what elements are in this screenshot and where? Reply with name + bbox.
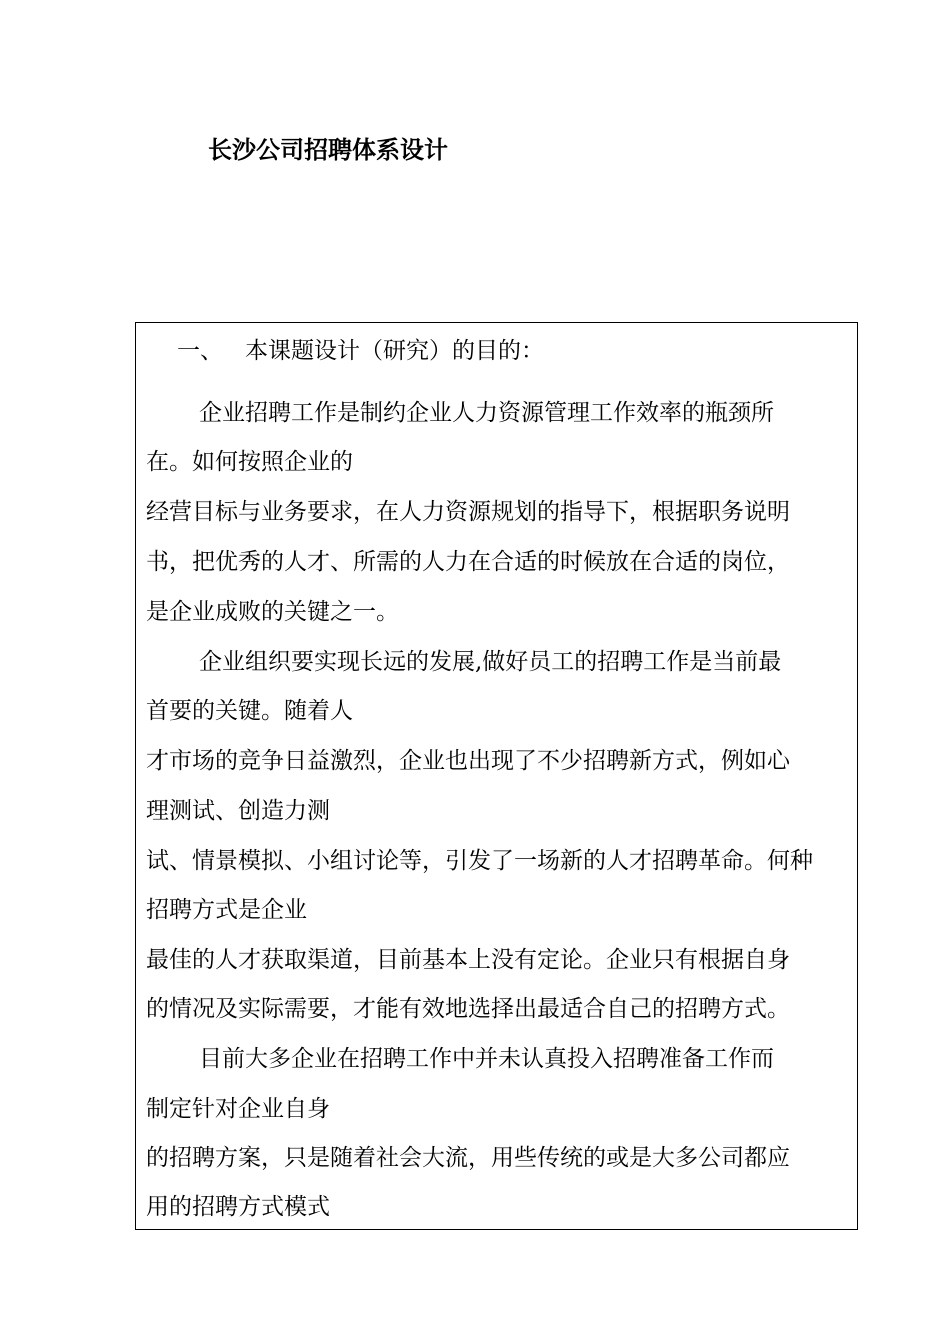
paragraph-2-line-4: 理测试、创造力测 (146, 798, 330, 824)
paragraph-1-line-4: 书，把优秀的人才、所需的人力在合适的时候放在合适的岗位， (146, 549, 790, 575)
paragraph-2-line-3: 才市场的竞争日益激烈，企业也出现了不少招聘新方式，例如心 (146, 748, 790, 774)
paragraph-3-line-1: 目前大多企业在招聘工作中并未认真投入招聘准备工作而 (199, 1046, 774, 1072)
paragraph-2-line-6: 招聘方式是企业 (146, 897, 307, 923)
paragraph-3-line-2: 制定针对企业自身 (146, 1096, 330, 1122)
paragraph-3-line-3: 的招聘方案，只是随着社会大流，用些传统的或是大多公司都应 (146, 1145, 790, 1171)
paragraph-1-line-2: 在。如何按照企业的 (146, 449, 353, 475)
paragraph-1-line-3: 经营目标与业务要求，在人力资源规划的指导下，根据职务说明 (146, 499, 790, 525)
paragraph-3-line-4: 用的招聘方式模式 (146, 1194, 330, 1220)
paragraph-2-line-1: 企业组织要实现长远的发展,做好员工的招聘工作是当前最 (199, 649, 782, 675)
paragraph-2-line-8: 的情况及实际需要，才能有效地选择出最适合自己的招聘方式。 (146, 996, 790, 1022)
section-heading-text: 本课题设计（研究）的目的： (245, 338, 544, 364)
paragraph-1-line-1: 企业招聘工作是制约企业人力资源管理工作效率的瓶颈所 (199, 400, 774, 426)
paragraph-2-line-7: 最佳的人才获取渠道，目前基本上没有定论。企业只有根据自身 (146, 947, 790, 973)
section-number: 一、 (177, 338, 223, 364)
paragraph-1-line-5: 是企业成败的关键之一。 (146, 599, 399, 625)
paragraph-2-line-5: 试、情景模拟、小组讨论等，引发了一场新的人才招聘革命。何种 (146, 848, 813, 874)
content-box (135, 322, 858, 1230)
document-title: 长沙公司招聘体系设计 (208, 135, 448, 164)
paragraph-2-line-2: 首要的关键。随着人 (146, 698, 353, 724)
section-heading (177, 336, 544, 366)
